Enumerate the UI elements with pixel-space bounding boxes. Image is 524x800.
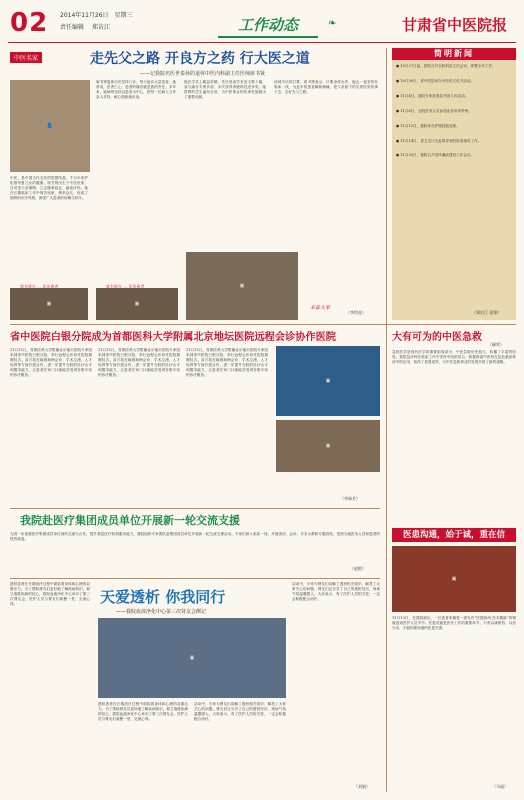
section-banner (218, 14, 318, 38)
briefs-header (392, 48, 516, 60)
section-title: 工作动态 (237, 16, 298, 34)
clinic-photo-3 (186, 252, 298, 320)
masthead (0, 0, 524, 44)
brief-item: ● 11月12日，我院举办护理技能竞赛。 (396, 123, 460, 128)
photo-caption-1: 席书贤在 ... 诊治患者 (20, 284, 59, 289)
communication-byline: （马丽） (492, 784, 508, 789)
feature-article (10, 48, 380, 320)
exchange-headline: 我院赴医疗集团成员单位开展新一轮交流支援 (20, 514, 240, 527)
photo-icon-3: ▣ (239, 283, 245, 289)
photo-caption-2: 席书贤在 ... 诊治患者 (106, 284, 145, 289)
issue-date: 2014年11月26日 (60, 12, 109, 19)
section-rule-2 (10, 508, 380, 509)
collab-body-3: 11月15日，首都医科大学附属北京地坛医院专家组来到省中医院白银分院，举行远程会诊协作医院揭牌仪式。双方将在疑难病例会诊、学术交流、人才培养等方面开展合作，进一步提升分院的诊疗水平和服务能力，让患者在家门口就能享受到首都专家的诊疗服务。 (186, 348, 268, 377)
collab-article (10, 328, 380, 506)
communication-article (392, 528, 516, 792)
feature-byline: （李绍亮） (346, 310, 366, 315)
photo-icon-7: ▣ (189, 655, 195, 661)
briefs-byline: （郑访江 张锦） (472, 310, 502, 315)
feature-subhead: ——记我院名医世泰孙的退休中医内科副主任医师席书贤 (140, 71, 266, 77)
editor-box (60, 22, 110, 31)
emergency-headline: 大有可为的中医急救 (392, 332, 482, 343)
news-briefs (392, 48, 516, 320)
section-rule-3 (10, 578, 380, 579)
brief-item: ● 10月30日，省中医院举办中医药文化节活动。 (396, 78, 475, 83)
portrait-photo (10, 80, 90, 172)
photo-icon-1: ▣ (46, 301, 52, 307)
emergency-byline: （颜荣） (488, 342, 504, 347)
column-tag: 中医名家 (10, 52, 42, 63)
photo-icon-4: ▣ (325, 378, 331, 384)
ceremony-photo (276, 420, 380, 472)
brief-item: ● 11月6日，全院医务人员参加业务培训考核。 (396, 108, 472, 113)
communication-headline-box (392, 528, 516, 542)
exchange-article (10, 512, 380, 574)
editor-label: 责任编辑 (60, 24, 85, 31)
dialysis-subhead: ——我院血液净化中心第三次肾友会侧记 (116, 609, 207, 615)
collab-byline: （李瑞芳） (340, 496, 360, 501)
briefs-title: 简明新闻 (434, 49, 474, 58)
brief-item: ● 11月20日，我院召开党风廉政建设工作会议。 (396, 153, 475, 158)
collab-body-1: 11月15日，首都医科大学附属北京地坛医院专家组来到省中医院白银分院，举行远程会诊协作医院揭牌仪式。双方将在疑难病例会诊、学术交流、人才培养等方面开展合作，进一步提升分院的诊疗水平和服务能力，让患者在家门口就能享受到首都专家的诊疗服务。 (10, 348, 92, 377)
leaf-icon: ❧ (328, 18, 337, 29)
communication-body: 11月13日，在我院病区，一位患者家属将一面写有“医德高尚 医术精湛”的锦旗送到医护人员手中。医患沟通是医疗工作的重要环节，只有以诚相待、以信为本，才能构建和谐的医患关系。 (392, 616, 516, 630)
brief-item: ● 10月27日起，我院召开全院科室主任会议，部署全年工作。 (396, 64, 496, 68)
brief-item: ● 11月4日，我院专家赴基层开展义诊活动。 (396, 93, 469, 98)
page-number: 02 (10, 8, 49, 38)
section-rule-1 (10, 324, 516, 325)
photo-caption-3: 来看大家 (310, 305, 331, 311)
dialysis-article (10, 582, 380, 792)
feature-headline: 走先父之路 开良方之药 行大医之道 (90, 51, 310, 67)
briefs-list (396, 64, 512, 316)
emergency-body: 急救医学是现代医学的重要组成部分，中医急救历史悠久，积累了丰富的经验。我院急诊科在临床工作中坚持中西医结合，积极探索中医药在急危重症救治中的应用，取得了显著成效，为中医急救事业的发展开辟了新的道路。 (392, 350, 516, 364)
clinic-photo-2 (96, 288, 178, 320)
dialysis-body-left: 透析患者在长期治疗过程中面临着身体和心理的双重压力。为了帮助肾友们更好地了解疾病知识，树立战胜疾病的信心，我院血液净化中心举办了第三次肾友会，医护人员与肾友们欢聚一堂，交流心得。 (10, 582, 90, 606)
photo-icon-5: ▣ (325, 443, 331, 449)
signing-photo (276, 346, 380, 416)
exchange-byline: （赵艳） (350, 566, 366, 571)
dialysis-body-right: 活动中，专家为肾友们讲解了透析相关知识，解答了大家关心的问题。肾友们还分享了自己的透析经历，现场气氛温馨感人。大家表示，有了医护人员的关爱，一定会积极配合治疗。 (194, 702, 286, 721)
feature-col2: 席书贤退休后仍坚持门诊，每天接诊大量患者。她常说，医者仁心，患者的痛苦就是我的责任。多年来，她始终坚持以患者为中心，把每一位病人当作亲人对待，耐心细致地诊治。 (96, 80, 176, 99)
clinic-photo-1 (10, 288, 88, 320)
editor-name: 郑访江 (91, 24, 110, 31)
date-box (60, 10, 132, 19)
emergency-article (392, 328, 516, 524)
banner-photo (392, 546, 516, 612)
dialysis-byline: （刘娟） (354, 784, 370, 789)
photo-icon-6: ▣ (451, 576, 457, 582)
collab-body-2: 11月15日，首都医科大学附属北京地坛医院专家组来到省中医院白银分院，举行远程会诊协作医院揭牌仪式。双方将在疑难病例会诊、学术交流、人才培养等方面开展合作，进一步提升分院的诊疗水平和服务能力，让患者在家门口就能享受到首都专家的诊疗服务。 (98, 348, 180, 377)
collab-headline: 省中医院白银分院成为首都医科大学附属北京地坛医院远程会诊协作医院 (10, 332, 336, 343)
column-divider (386, 48, 387, 792)
feature-col3: 她在学术上精益求精，先后发表学术论文数十篇，参与编写专著多部，多次获得省级科技进步奖。她带教的学生遍布全省，为中医事业的传承发展做出了重要贡献。 (184, 80, 266, 99)
portrait-icon: 👤 (46, 123, 54, 129)
dialysis-body-mid: 透析患者在长期治疗过程中面临着身体和心理的双重压力。为了帮助肾友们更好地了解疾病知识，树立战胜疾病的信心，我院血液净化中心举办了第三次肾友会，医护人员与肾友们欢聚一堂，交流心得。 (98, 702, 188, 721)
dialysis-headline: 天爱透析 你我同行 (100, 588, 226, 606)
photo-icon-2: ▣ (134, 301, 140, 307)
communication-headline: 医患沟通，始于诚，重在信 (402, 530, 505, 540)
feature-col1: 中医，是中国古代名医的智慧结晶，千百年来护佑着华夏儿女的健康。席书贤出生于中医世家，自幼受父亲熏陶，立志继承祖业，悬壶济世。她在长期临床工作中刻苦钻研，博采众长，形成了独特的诊疗风格，深受广大患者的信赖与好评。 (10, 176, 88, 200)
dialysis-photo (98, 618, 286, 698)
brief-item: ● 11月14日，省卫生计生委领导来院检查指导工作。 (396, 138, 482, 143)
issue-weekday: 星期三 (114, 12, 133, 19)
masthead-rule (8, 42, 516, 43)
dialysis-body-far: 活动中，专家为肾友们讲解了透析相关知识，解答了大家关心的问题。肾友们还分享了自己的透析经历，现场气氛温馨感人。大家表示，有了医护人员的关爱，一定会积极配合治疗。 (292, 582, 380, 601)
feature-col4: 谈到今后的打算，席书贤表示，只要身体允许，她会一直坚持在临床一线，为更多的患者解除病痛，把父亲留下的宝贵经验传承下去，走好先父之路。 (274, 80, 378, 94)
paper-name: 甘肃省中医院报 (402, 16, 508, 34)
exchange-body: 为进一步加强医疗集团成员单位间的交流与合作，提升基层医疗机构服务能力，我院组织专家团队赴集团成员单位开展新一轮交流支援活动。专家们深入临床一线，开展查房、会诊、手术示教和专题讲座，受到当地医务人员和患者的热烈欢迎。 (10, 532, 380, 541)
